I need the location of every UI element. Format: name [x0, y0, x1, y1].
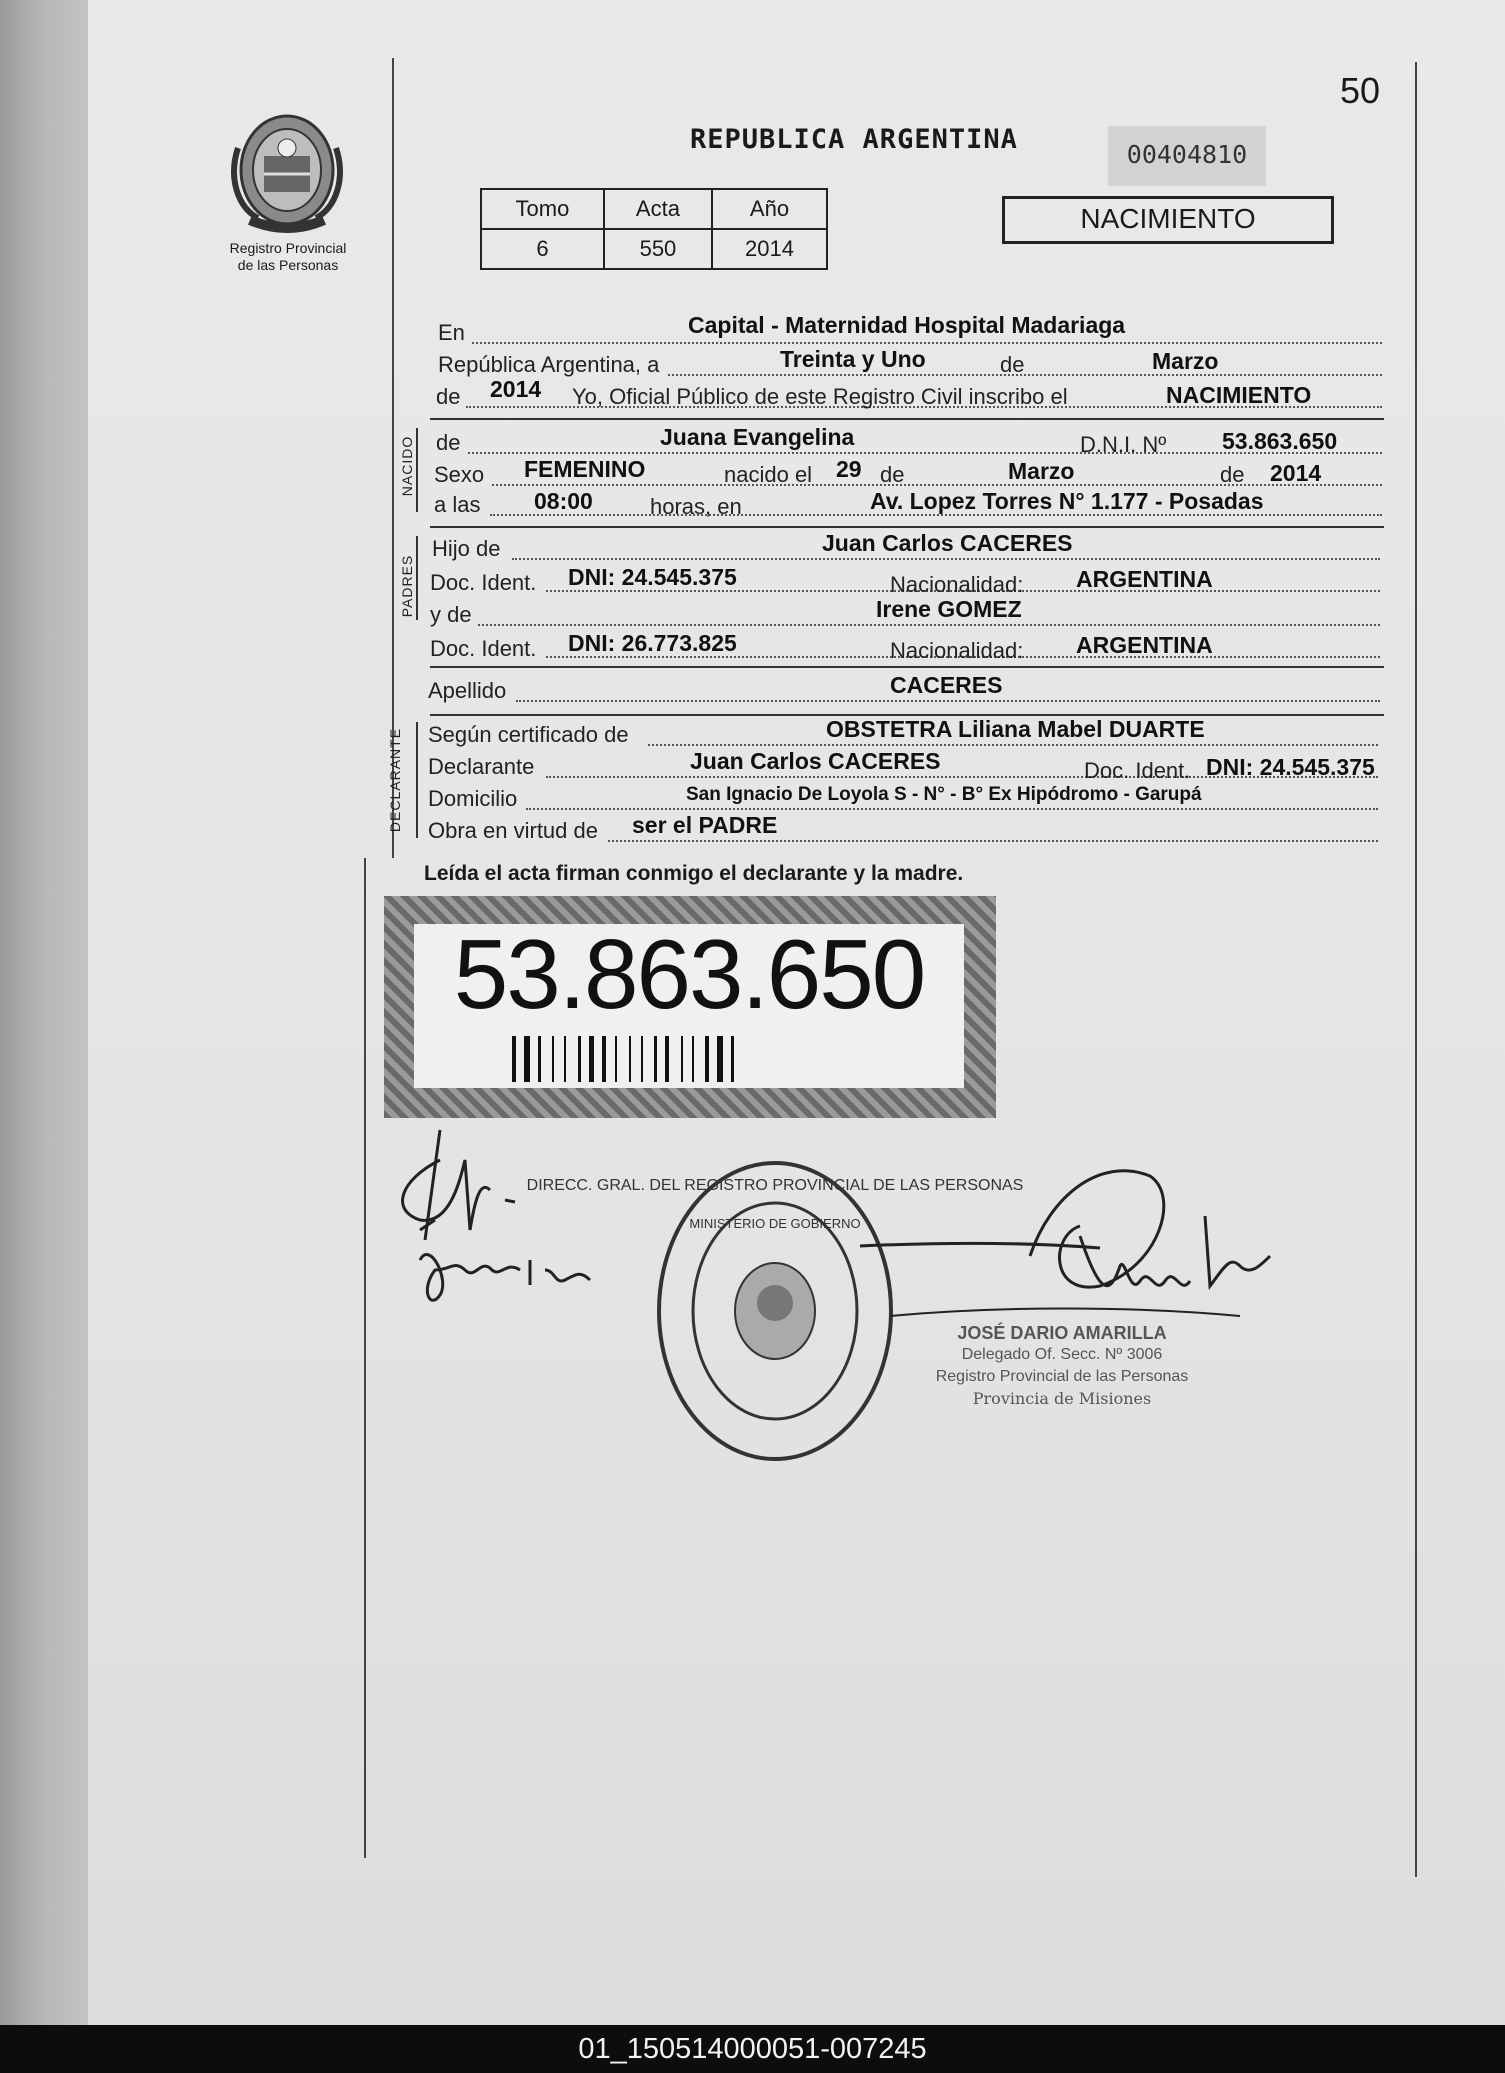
record-type-box: NACIMIENTO — [1002, 196, 1334, 244]
place-value: Capital - Maternidad Hospital Madariaga — [688, 312, 1126, 338]
nacido-el-label: nacido el — [724, 462, 813, 487]
barcode-bar — [538, 1036, 541, 1082]
serial-stamp: 00404810 — [1108, 126, 1266, 186]
table-cell-ano: 2014 — [712, 229, 827, 269]
section-bracket — [416, 536, 418, 620]
table-cell-tomo: 6 — [481, 229, 604, 269]
dotted-line — [648, 744, 1378, 746]
declarante-label: Declarante — [428, 754, 535, 779]
official-title: Delegado Of. Secc. Nº 3006 — [961, 1346, 1163, 1363]
logo-caption-line2: de las Personas — [237, 257, 339, 273]
misiones-emblem-icon — [228, 108, 346, 236]
hijo-de-label: Hijo de — [432, 536, 501, 561]
barcode-bar — [524, 1036, 530, 1082]
nacido-section-label: NACIDO — [399, 435, 415, 497]
country-title: REPUBLICA ARGENTINA — [690, 124, 1018, 155]
birth-time-value: 08:00 — [534, 488, 593, 514]
declarante-section-label: DECLARANTE — [387, 727, 403, 833]
document-id-footer: 01_150514000051-007245 — [0, 2025, 1505, 2073]
sexo-label: Sexo — [434, 462, 485, 487]
sexo-value: FEMENINO — [524, 456, 646, 482]
domicilio-value: San Ignacio De Loyola S - N° - B° Ex Hipódromo - Garupá — [686, 784, 1202, 805]
dotted-line — [526, 808, 1378, 810]
dotted-line — [478, 624, 1380, 626]
barcode-bar — [602, 1036, 606, 1082]
segun-certificado-label: Según certificado de — [428, 722, 629, 747]
child-dni-value: 53.863.650 — [1222, 428, 1338, 454]
barcode-bar — [552, 1036, 554, 1082]
record-table — [480, 188, 828, 270]
dotted-line — [608, 840, 1378, 842]
barcode-bar — [665, 1036, 669, 1082]
barcode-bar — [615, 1036, 617, 1082]
official-province: Provincia de Misiones — [972, 1389, 1152, 1408]
dotted-line — [472, 342, 1382, 344]
declarant-doc-value: DNI: 24.545.375 — [1206, 754, 1375, 780]
page-number: 50 — [1340, 70, 1381, 111]
nacionalidad-label: Nacionalidad: — [890, 638, 1024, 663]
a-las-label: a las — [434, 492, 481, 517]
certificate-value: OBSTETRA Liliana Mabel DUARTE — [826, 716, 1205, 742]
obra-label: Obra en virtud de — [428, 818, 598, 843]
barcode-bar — [589, 1036, 594, 1082]
y-de-label: y de — [430, 602, 472, 627]
birth-month-value: Marzo — [1008, 458, 1075, 484]
table-cell-acta: 550 — [604, 229, 712, 269]
apellido-label: Apellido — [428, 678, 507, 703]
table-header-acta: Acta — [604, 189, 712, 229]
section-bracket — [416, 428, 418, 512]
birth-place-value: Av. Lopez Torres N° 1.177 - Posadas — [870, 488, 1264, 514]
mother-signature — [380, 1120, 610, 1320]
doc-ident-label: Doc. Ident. — [1084, 758, 1191, 783]
logo-caption-line1: Registro Provincial — [229, 240, 347, 256]
de-label: de — [1220, 462, 1245, 487]
apellido-value: CACERES — [890, 672, 1003, 698]
lower-left-margin-line — [364, 858, 366, 1858]
horas-en-label: horas, en — [650, 494, 742, 519]
barcode-bar — [578, 1036, 581, 1082]
father-nationality-value: ARGENTINA — [1076, 566, 1213, 592]
barcode-bar — [717, 1036, 723, 1082]
seal-outer-text: DIRECC. GRAL. DEL REGISTRO PROVINCIAL DE LAS PERSONAS — [526, 1177, 1024, 1194]
en-label: En — [438, 320, 465, 345]
barcode-icon — [512, 1036, 880, 1082]
official-stamp — [912, 1322, 1212, 1410]
table-header-tomo: Tomo — [481, 189, 604, 229]
father-name-value: Juan Carlos CACERES — [822, 530, 1073, 556]
republica-label: República Argentina, a — [438, 352, 660, 377]
official-registry: Registro Provincial de las Personas — [935, 1368, 1189, 1385]
section-bracket — [416, 722, 418, 838]
mother-name-value: Irene GOMEZ — [876, 596, 1022, 622]
barcode-bar — [692, 1036, 694, 1082]
barcode-bar — [512, 1036, 516, 1082]
mother-nationality-value: ARGENTINA — [1076, 632, 1213, 658]
section-rule — [430, 666, 1384, 668]
closing-statement: Leída el acta firman conmigo el declarante y la madre. — [424, 862, 964, 885]
barcode-bar — [681, 1036, 683, 1082]
birth-day-value: 29 — [836, 456, 862, 482]
barcode-bar — [731, 1036, 734, 1082]
seal-inner-text: MINISTERIO DE GOBIERNO — [689, 1216, 861, 1231]
birth-year-value: 2014 — [1270, 460, 1322, 486]
official-name: JOSÉ DARIO AMARILLA — [957, 1323, 1167, 1343]
officer-text: Yo, Oficial Público de este Registro Civil inscribo el — [572, 384, 1068, 409]
barcode-bar — [705, 1036, 709, 1082]
day-words-value: Treinta y Uno — [780, 346, 926, 372]
doc-ident-label: Doc. Ident. — [430, 570, 537, 595]
dotted-line — [516, 700, 1380, 702]
declarant-name-value: Juan Carlos CACERES — [690, 748, 941, 774]
dni-sticker-number: 53.863.650 — [453, 919, 925, 1029]
padres-section-label: PADRES — [399, 554, 415, 618]
domicilio-label: Domicilio — [428, 786, 518, 811]
barcode-bar — [654, 1036, 657, 1082]
mother-doc-value: DNI: 26.773.825 — [568, 630, 737, 656]
table-header-ano: Año — [712, 189, 827, 229]
section-rule — [430, 418, 1384, 420]
obra-value: ser el PADRE — [632, 812, 778, 838]
de-label: de — [436, 430, 461, 455]
dotted-line — [512, 558, 1380, 560]
month-value: Marzo — [1152, 348, 1219, 374]
de-label: de — [436, 384, 461, 409]
father-doc-value: DNI: 24.545.375 — [568, 564, 737, 590]
right-margin-line — [1415, 62, 1417, 1877]
year-value: 2014 — [490, 376, 542, 402]
doc-ident-label: Doc. Ident. — [430, 636, 537, 661]
section-rule — [430, 526, 1384, 528]
act-value: NACIMIENTO — [1166, 382, 1312, 408]
de-label: de — [1000, 352, 1025, 377]
child-name-value: Juana Evangelina — [660, 424, 855, 450]
dotted-line — [668, 374, 1382, 376]
nacionalidad-label: Nacionalidad: — [890, 572, 1024, 597]
dni-number-sticker — [384, 896, 996, 1118]
dni-sticker-label — [414, 919, 964, 1088]
dotted-line — [492, 484, 1382, 486]
de-label: de — [880, 462, 905, 487]
barcode-bar — [629, 1036, 631, 1082]
barcode-bar — [564, 1036, 566, 1082]
barcode-bar — [641, 1036, 643, 1082]
official-signature — [850, 1156, 1280, 1336]
dni-label: D.N.I. Nº — [1080, 432, 1167, 457]
